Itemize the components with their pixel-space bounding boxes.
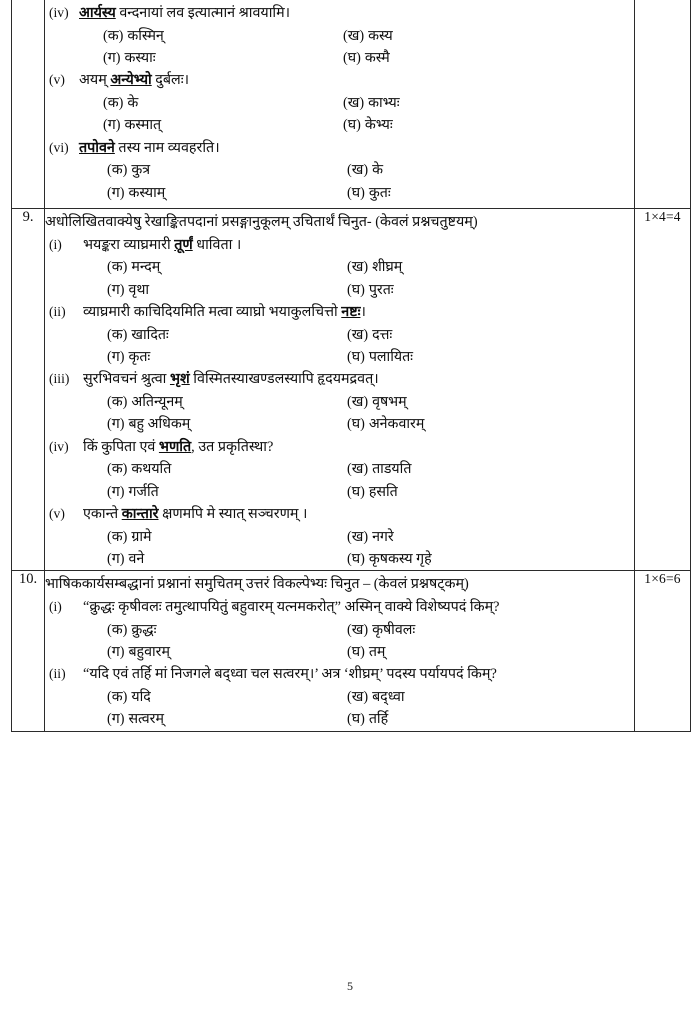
- option-b-label: (ख): [347, 528, 369, 545]
- question-table: [11, 0, 691, 732]
- option-c[interactable]: [107, 347, 347, 368]
- option-c[interactable]: [107, 642, 347, 663]
- option-d-text: कस्मै: [364, 50, 390, 67]
- option-a-label: (क): [103, 95, 124, 112]
- option-a[interactable]: [107, 459, 347, 480]
- list-item: [45, 504, 634, 570]
- option-row: [45, 549, 634, 570]
- option-a[interactable]: [107, 687, 347, 708]
- option-d-text: तर्हि: [368, 711, 389, 728]
- option-b[interactable]: [347, 527, 634, 548]
- option-row: [45, 642, 634, 663]
- stem-keyword: भणति: [158, 438, 192, 455]
- stem-text: [83, 302, 634, 324]
- option-d-text: केभ्यः: [364, 117, 393, 134]
- stem-text: [83, 437, 634, 459]
- stem-suffix: विस्मितस्याखण्डलस्यापि हृदयमद्रवत्।: [189, 371, 379, 388]
- stem-prefix: भयङ्करा व्याघ्रमारी: [83, 236, 175, 253]
- item-roman-numeral: (iv): [49, 5, 69, 20]
- option-d[interactable]: [347, 642, 634, 663]
- question-stem: [45, 302, 634, 324]
- list-item: [45, 138, 634, 204]
- option-row: [45, 414, 634, 435]
- option-c-label: (ग): [107, 281, 125, 298]
- stem-prefix: किं कुपिता एवं: [83, 438, 159, 455]
- option-b[interactable]: [347, 325, 634, 346]
- stem-suffix: वन्दनायां लव इत्यात्मानं श्रावयामि।: [115, 5, 291, 21]
- option-d-text: कृषकस्य गृहे: [368, 550, 432, 567]
- stem-keyword: आर्यस्य: [79, 5, 116, 21]
- option-b-label: (ख): [347, 162, 369, 179]
- option-d-label: (घ): [343, 117, 361, 134]
- option-d[interactable]: [347, 709, 634, 730]
- option-c-label: (ग): [107, 483, 125, 500]
- option-row: [45, 325, 634, 346]
- option-d-text: हसति: [368, 483, 398, 500]
- option-c-text: कस्याः: [124, 50, 156, 67]
- option-c[interactable]: [103, 115, 343, 136]
- stem-suffix: क्षणमपि मे स्यात् सञ्चरणम् ।: [158, 505, 308, 522]
- list-item: [45, 437, 634, 503]
- stem-suffix: , उत प्रकृतिस्था?: [191, 438, 274, 455]
- question-stem: [45, 369, 634, 391]
- option-d-label: (घ): [347, 711, 365, 728]
- question-stem: [45, 235, 634, 257]
- option-b-text: ताडयति: [372, 461, 412, 478]
- option-a-label: (क): [107, 326, 128, 343]
- stem-text: [79, 3, 634, 25]
- option-a-label: (क): [107, 528, 128, 545]
- option-row: [45, 115, 634, 136]
- option-c[interactable]: [107, 549, 347, 570]
- option-row: [45, 347, 634, 368]
- option-a[interactable]: [107, 392, 347, 413]
- option-d-text: तम्: [368, 643, 386, 660]
- option-row: [45, 26, 634, 47]
- option-a-text: के: [127, 95, 139, 112]
- list-item: [45, 369, 634, 435]
- option-a-text: यदि: [131, 688, 151, 705]
- option-c[interactable]: [107, 280, 347, 301]
- option-a[interactable]: [107, 325, 347, 346]
- option-a-text: क्रुद्धः: [131, 621, 157, 638]
- question-stem: [45, 597, 634, 619]
- option-a[interactable]: [103, 93, 343, 114]
- option-d[interactable]: [343, 115, 634, 136]
- stem-text: [79, 138, 634, 160]
- table-row-question-9: [12, 208, 691, 570]
- option-b[interactable]: [347, 687, 634, 708]
- list-item: [45, 302, 634, 368]
- list-item: [45, 664, 634, 730]
- option-a-text: कथयति: [131, 461, 172, 478]
- option-a-label: (क): [107, 259, 128, 276]
- option-row: [45, 392, 634, 413]
- stem-keyword: तपोवने: [79, 139, 115, 156]
- option-b-text: काभ्यः: [368, 95, 400, 112]
- option-c[interactable]: [103, 48, 343, 69]
- option-d[interactable]: [347, 347, 634, 368]
- option-d-label: (घ): [347, 184, 365, 201]
- option-a-label: (क): [107, 394, 128, 410]
- option-b[interactable]: [347, 620, 634, 641]
- stem-keyword: कान्तारे: [121, 505, 159, 522]
- option-a[interactable]: [107, 257, 347, 278]
- table-row-continued: [12, 0, 691, 208]
- option-b-text: वृषभम्: [372, 394, 407, 410]
- option-d-label: (घ): [347, 483, 365, 500]
- question-stem: [45, 664, 634, 686]
- option-c-label: (ग): [107, 416, 125, 433]
- marks-cell-continued: [635, 0, 691, 208]
- option-row: [45, 48, 634, 69]
- option-b[interactable]: [347, 257, 634, 278]
- option-c-label: (ग): [107, 184, 125, 201]
- option-d-text: कुतः: [368, 184, 391, 201]
- option-b-label: (ख): [347, 259, 369, 276]
- option-d-label: (घ): [347, 643, 365, 660]
- option-a-text: कुत्र: [131, 162, 151, 179]
- option-row: [45, 280, 634, 301]
- option-row: [45, 687, 634, 708]
- question-body-10: [45, 571, 635, 731]
- table-row-question-10: [12, 571, 691, 731]
- option-d[interactable]: [347, 414, 634, 435]
- stem-keyword: तूर्णं: [174, 236, 193, 253]
- option-a-text: कस्मिन्: [127, 27, 164, 44]
- option-a-label: (क): [107, 461, 128, 478]
- option-d-text: पुरतः: [368, 281, 394, 298]
- stem-text: [83, 369, 634, 391]
- option-b-label: (ख): [347, 461, 369, 478]
- question-stem: [45, 437, 634, 459]
- option-row: [45, 183, 634, 204]
- option-b-label: (ख): [343, 27, 365, 44]
- option-b-text: कृषीवलः: [372, 621, 416, 638]
- option-d-label: (घ): [347, 348, 365, 365]
- stem-text: [83, 235, 634, 257]
- stem-prefix: एकान्ते: [83, 505, 122, 522]
- list-item: [45, 3, 634, 69]
- item-roman-numeral: (vi): [49, 139, 69, 155]
- option-d[interactable]: [347, 549, 634, 570]
- option-c-label: (ग): [107, 643, 125, 660]
- option-c-text: कस्मात्: [124, 117, 162, 134]
- option-b-label: (ख): [347, 621, 369, 638]
- stem-prefix: सुरभिवचनं श्रुत्वा: [83, 371, 170, 388]
- option-d-label: (घ): [343, 50, 361, 67]
- option-a[interactable]: [107, 160, 347, 181]
- stem-keyword: भृशं: [169, 371, 190, 388]
- option-b-text: बद्ध्वा: [372, 688, 405, 705]
- option-row: [45, 482, 634, 503]
- option-b-text: के: [372, 162, 383, 179]
- item-roman-numeral: (iv): [49, 438, 69, 454]
- stem-text: [83, 504, 634, 526]
- option-a[interactable]: [107, 620, 347, 641]
- item-roman-numeral: (ii): [49, 666, 66, 682]
- option-d-text: पलायितः: [368, 348, 414, 365]
- item-roman-numeral: (i): [49, 236, 62, 252]
- option-a-label: (क): [107, 688, 128, 705]
- option-b-text: दत्तः: [372, 326, 393, 343]
- option-a[interactable]: [107, 527, 347, 548]
- option-d[interactable]: [347, 183, 634, 204]
- option-b-label: (ख): [347, 688, 369, 705]
- question-number-10: 10.: [12, 571, 45, 731]
- stem-text: “यदि एवं तर्हि मां निजगले बद्ध्वा चल सत्वरम्।’ अत्र ‘शीघ्रम्’ पदस्य पर्यायपदं किम्?: [83, 666, 497, 683]
- option-c-text: बहुवारम्: [128, 643, 170, 660]
- question-10-heading: भाषिककार्यसम्बद्धानां प्रश्नानां समुचितम् उत्तरं विकल्पेभ्यः चिनुत – (केवलं प्रश्नषट्कम्): [45, 576, 469, 593]
- option-c-text: गर्जति: [128, 483, 159, 500]
- option-c[interactable]: [107, 414, 347, 435]
- option-a-text: अतिन्यूनम्: [131, 394, 183, 410]
- option-d-label: (घ): [347, 550, 365, 567]
- question-stem: [45, 3, 634, 25]
- option-b-text: शीघ्रम्: [372, 259, 403, 276]
- option-a-label: (क): [107, 162, 128, 179]
- option-d-text: अनेकवारम्: [368, 416, 425, 433]
- question-number-9: 9.: [12, 208, 45, 570]
- option-c[interactable]: [107, 709, 347, 730]
- option-b[interactable]: [347, 160, 634, 181]
- option-c-text: बहु अधिकम्: [128, 416, 191, 433]
- option-c[interactable]: [107, 183, 347, 204]
- option-b-label: (ख): [343, 95, 365, 112]
- option-row: [45, 459, 634, 480]
- option-row: [45, 620, 634, 641]
- option-c-label: (ग): [103, 117, 121, 134]
- option-d-label: (घ): [347, 281, 365, 298]
- item-roman-numeral: (i): [49, 598, 62, 614]
- stem-prefix: व्याघ्रमारी काचिदियमिति मत्वा व्याघ्रो भयाकुलचित्तो: [83, 303, 342, 320]
- question-number-cell-continued: [12, 0, 45, 208]
- question-body-continued: [45, 0, 635, 208]
- option-d[interactable]: [347, 280, 634, 301]
- option-c-text: वने: [128, 550, 145, 567]
- option-c-label: (ग): [107, 711, 125, 728]
- item-roman-numeral: (iii): [49, 371, 70, 387]
- option-c-text: कृतः: [128, 348, 151, 365]
- option-a-text: मन्दम्: [131, 259, 161, 276]
- stem-suffix: तस्य नाम व्यवहरति।: [114, 139, 220, 156]
- stem-suffix: ।: [360, 303, 366, 320]
- option-b[interactable]: [343, 26, 634, 47]
- option-a-text: ग्रामे: [131, 528, 152, 545]
- question-stem: [45, 138, 634, 160]
- question-body-9: [45, 208, 635, 570]
- option-d[interactable]: [343, 48, 634, 69]
- stem-text: [79, 70, 634, 92]
- option-b-text: नगरे: [372, 528, 394, 545]
- option-c[interactable]: [107, 482, 347, 503]
- question-stem: [45, 70, 634, 92]
- option-a-text: खादितः: [131, 326, 169, 343]
- list-item: [45, 597, 634, 663]
- stem-prefix: अयम्: [79, 72, 111, 89]
- option-d-label: (घ): [347, 416, 365, 433]
- list-item: [45, 70, 634, 136]
- option-a-label: (क): [103, 27, 124, 44]
- stem-keyword: अन्येभ्यो: [110, 72, 152, 89]
- option-d[interactable]: [347, 482, 634, 503]
- marks-9: 1×4=4: [635, 208, 691, 570]
- option-row: [45, 527, 634, 548]
- list-item: [45, 235, 634, 301]
- question-9-heading: अधोलिखितवाक्येषु रेखाङ्कितपदानां प्रसङ्गानुकूलम् उचितार्थं चिनुत- (केवलं प्रश्नचतुष्टयम्): [45, 213, 478, 230]
- item-roman-numeral: (ii): [49, 303, 66, 319]
- marks-10: 1×6=6: [635, 571, 691, 731]
- option-b[interactable]: [343, 93, 634, 114]
- option-b-text: कस्य: [368, 27, 393, 44]
- option-row: [45, 709, 634, 730]
- page-number: 5: [347, 979, 353, 993]
- option-b[interactable]: [347, 392, 634, 413]
- option-c-label: (ग): [103, 50, 121, 67]
- stem-suffix: धाविता ।: [192, 236, 242, 253]
- option-row: [45, 93, 634, 114]
- option-c-text: सत्वरम्: [128, 711, 164, 728]
- option-row: [45, 257, 634, 278]
- option-b[interactable]: [347, 459, 634, 480]
- item-roman-numeral: (v): [49, 505, 65, 521]
- option-c-label: (ग): [107, 550, 125, 567]
- option-c-text: कस्याम्: [128, 184, 166, 201]
- stem-suffix: दुर्बलः।: [151, 72, 190, 89]
- option-b-label: (ख): [347, 394, 369, 410]
- option-row: [45, 160, 634, 181]
- option-a-label: (क): [107, 621, 128, 638]
- item-roman-numeral: (v): [49, 72, 65, 88]
- option-c-label: (ग): [107, 348, 125, 365]
- option-b-label: (ख): [347, 326, 369, 343]
- stem-keyword: नष्टः: [341, 303, 361, 320]
- stem-text: “क्रुद्धः कृषीवलः तमुत्थापयितुं बहुवारम् यत्नमकरोत्” अस्मिन् वाक्ये विशेष्यपदं किम्?: [83, 598, 500, 615]
- option-a[interactable]: [103, 26, 343, 47]
- question-stem: [45, 504, 634, 526]
- option-c-text: वृथा: [128, 281, 150, 298]
